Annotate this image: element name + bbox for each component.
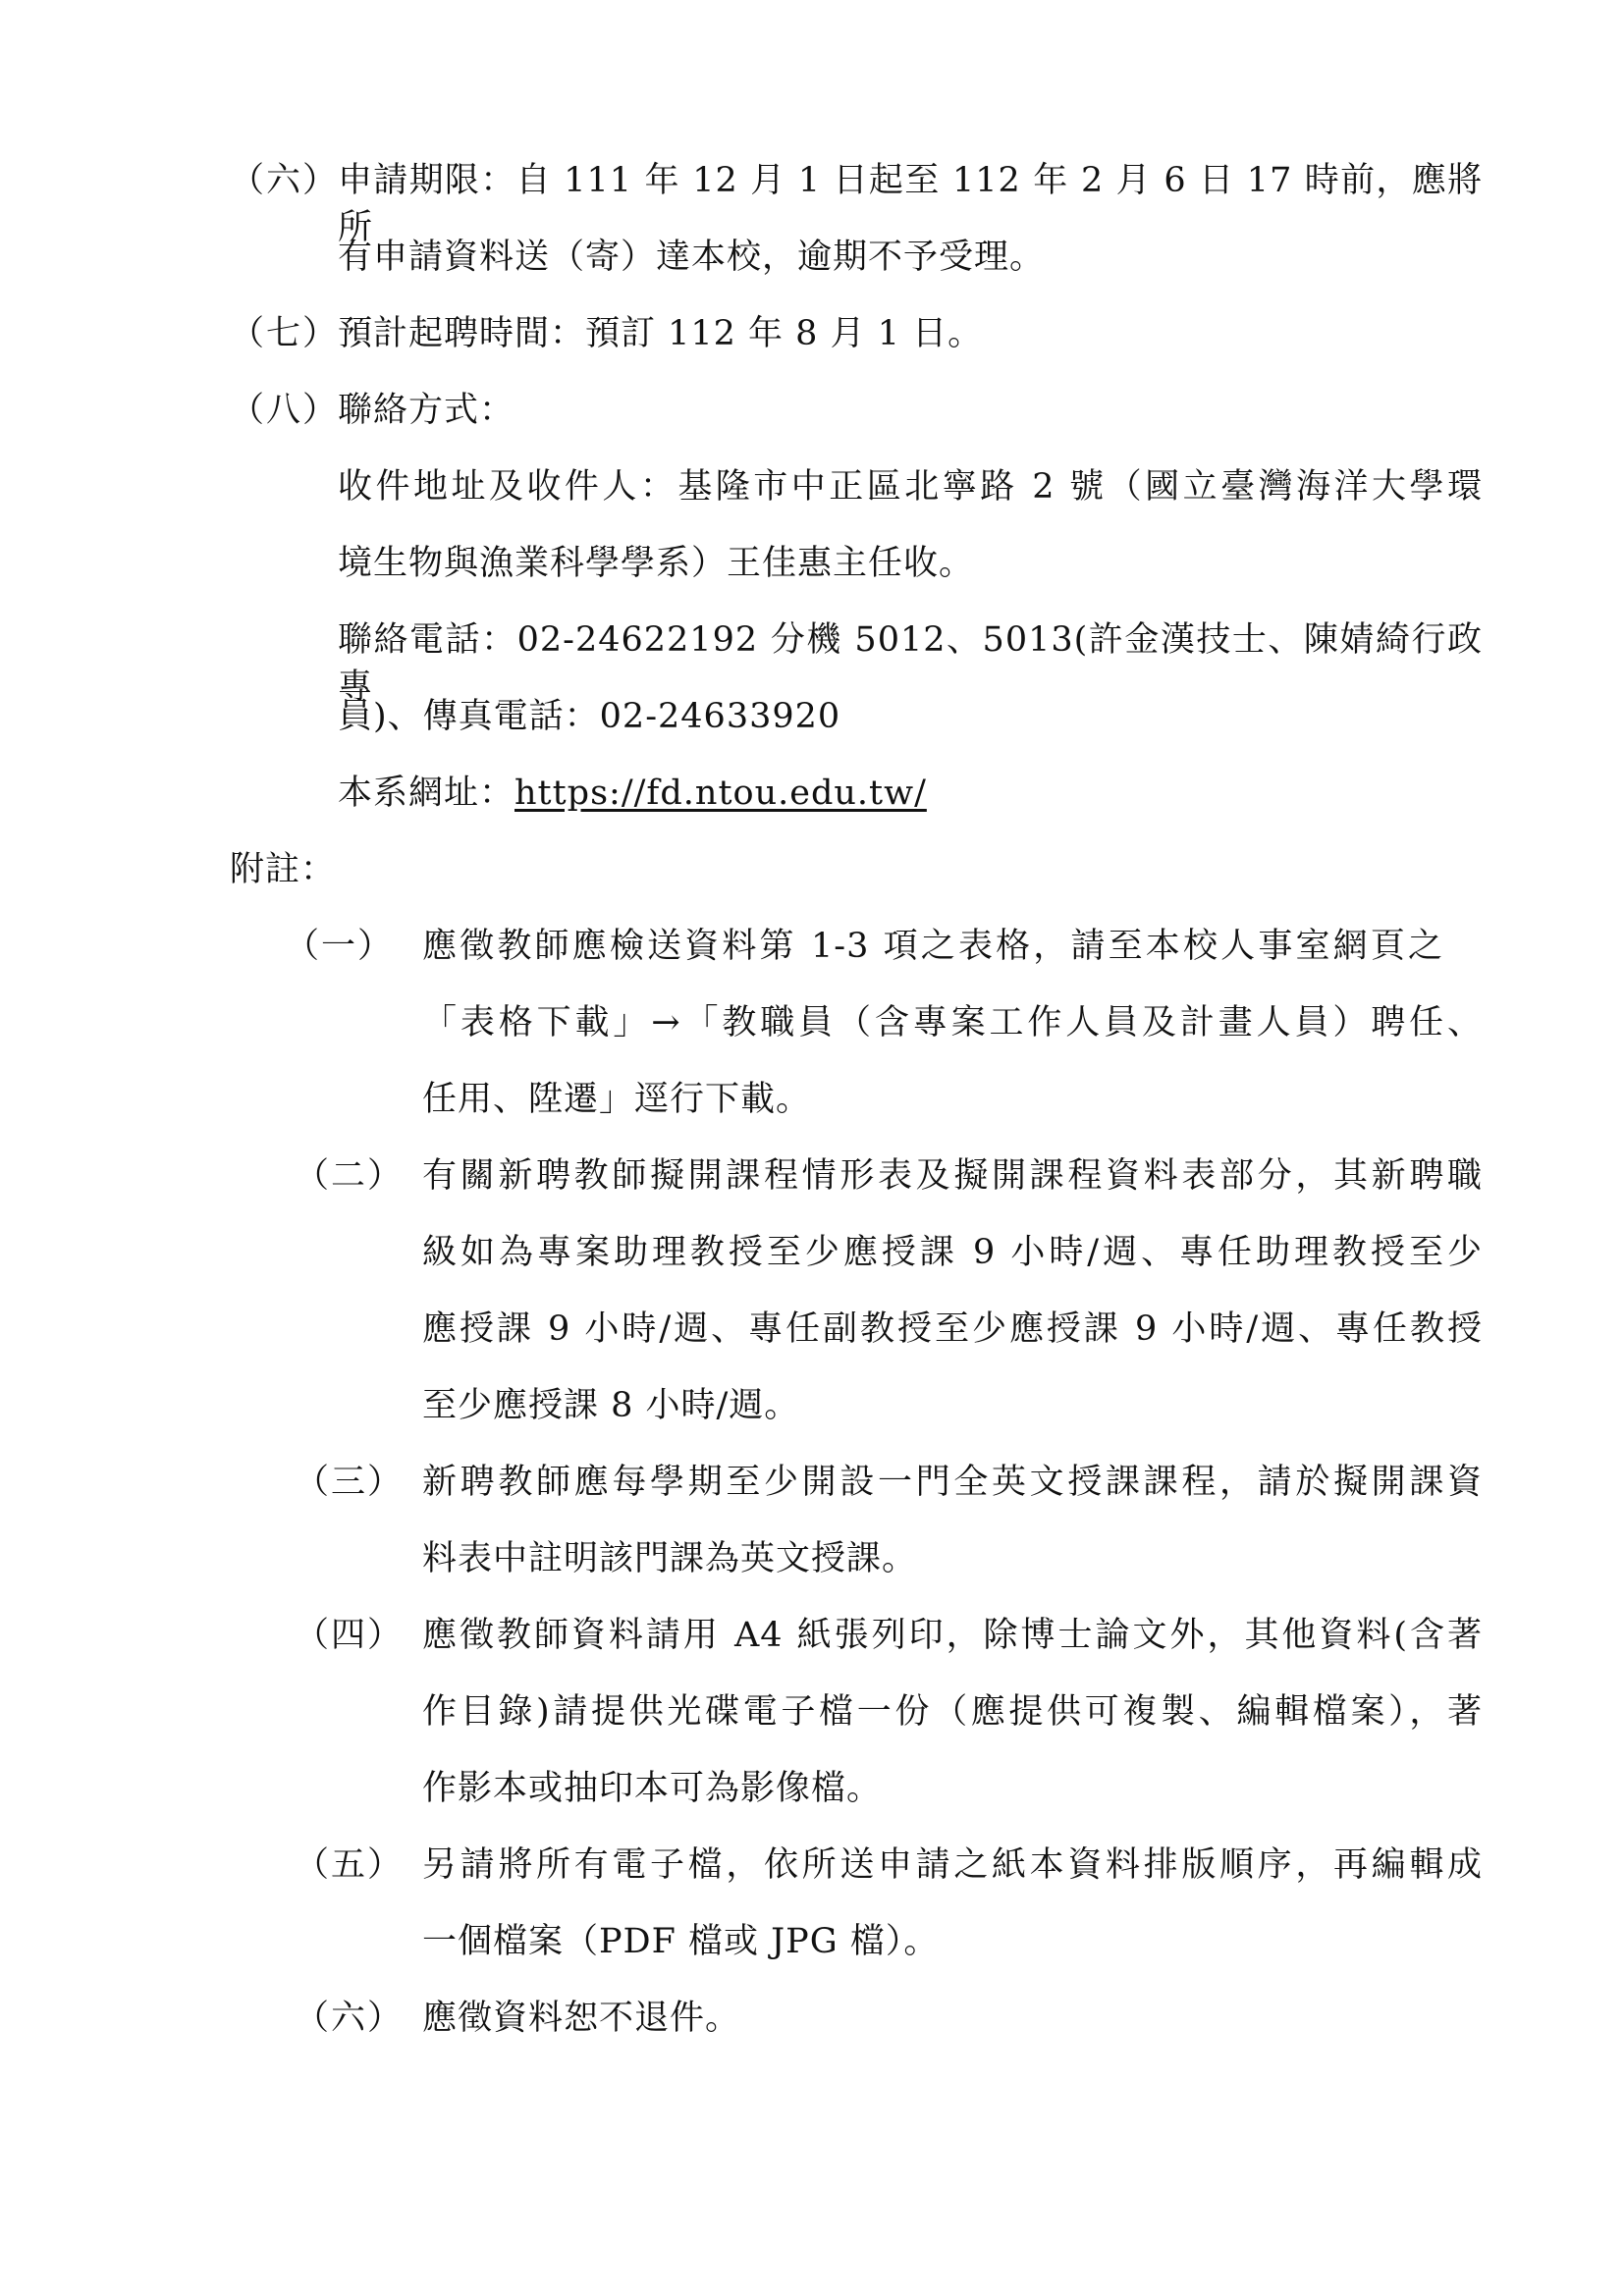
contact-website [338, 770, 927, 817]
notes-title: 附註： [230, 850, 337, 889]
contact-phone-line-1: 聯絡電話：02-24622192 分機 5012、5013(許金漢技士、陳婧綺行政專 [338, 620, 1483, 707]
note-6-label: （六） [295, 1999, 405, 2038]
note-3-line-2: 料表中註明該門課為英文授課。 [422, 1539, 918, 1578]
item-7-label: （七） [230, 314, 340, 353]
note-2-line-4: 至少應授課 8 小時/週。 [422, 1386, 800, 1425]
contact-phone-line-2: 員)、傳真電話：02-24633920 [338, 697, 841, 736]
note-2-line-2: 級如為專案助理教授至少應授課 9 小時/週、專任助理教授至少 [422, 1233, 1483, 1272]
note-2-line-1: 有關新聘教師擬開課程情形表及擬開課程資料表部分，其新聘職 [422, 1156, 1483, 1196]
note-5-label: （五） [295, 1845, 405, 1885]
note-1-line-1: 應徵教師應檢送資料第 1-3 項之表格，請至本校人事室網頁之 [422, 927, 1443, 966]
note-1-label: （一） [285, 927, 395, 966]
item-6-line-1: 申請期限：自 111 年 12 月 1 日起至 112 年 2 月 6 日 17 時前，應將所 [338, 161, 1483, 247]
item-7-line-1: 預計起聘時間：預訂 112 年 8 月 1 日。 [338, 314, 984, 353]
note-6-line-1: 應徵資料恕不退件。 [422, 1999, 741, 2038]
website-link[interactable]: https://fd.ntou.edu.tw/ [514, 774, 927, 813]
item-6-label: （六） [230, 161, 340, 200]
note-2-label: （二） [295, 1156, 405, 1196]
note-4-label: （四） [295, 1616, 405, 1655]
note-4-line-2: 作目錄)請提供光碟電子檔一份（應提供可複製、編輯檔案），著 [422, 1692, 1483, 1732]
note-3-label: （三） [295, 1463, 405, 1502]
note-4-line-3: 作影本或抽印本可為影像檔。 [422, 1769, 883, 1808]
item-8-label: （八） [230, 391, 340, 430]
note-4-line-1: 應徵教師資料請用 A4 紙張列印，除博士論文外，其他資料(含著 [422, 1616, 1483, 1655]
item-8-line-1: 聯絡方式： [338, 391, 515, 430]
note-3-line-1: 新聘教師應每學期至少開設一門全英文授課課程，請於擬開課資 [422, 1463, 1483, 1502]
note-5-line-2: 一個檔案（PDF 檔或 JPG 檔）。 [422, 1922, 940, 1961]
note-2-line-3: 應授課 9 小時/週、專任副教授至少應授課 9 小時/週、專任教授 [422, 1309, 1483, 1349]
contact-address-line-1: 收件地址及收件人：基隆市中正區北寧路 2 號（國立臺灣海洋大學環 [338, 467, 1483, 507]
website-label: 本系網址： [338, 774, 515, 813]
note-5-line-1: 另請將所有電子檔，依所送申請之紙本資料排版順序，再編輯成 [422, 1845, 1483, 1885]
item-6-line-2: 有申請資料送（寄）達本校，逾期不予受理。 [338, 238, 1046, 277]
note-1-line-2: 「表格下載」→「教職員（含專案工作人員及計畫人員）聘任、 [422, 1003, 1483, 1042]
contact-address-line-2: 境生物與漁業科學學系）王佳惠主任收。 [338, 544, 975, 583]
note-1-line-3: 任用、陞遷」逕行下載。 [422, 1080, 812, 1119]
